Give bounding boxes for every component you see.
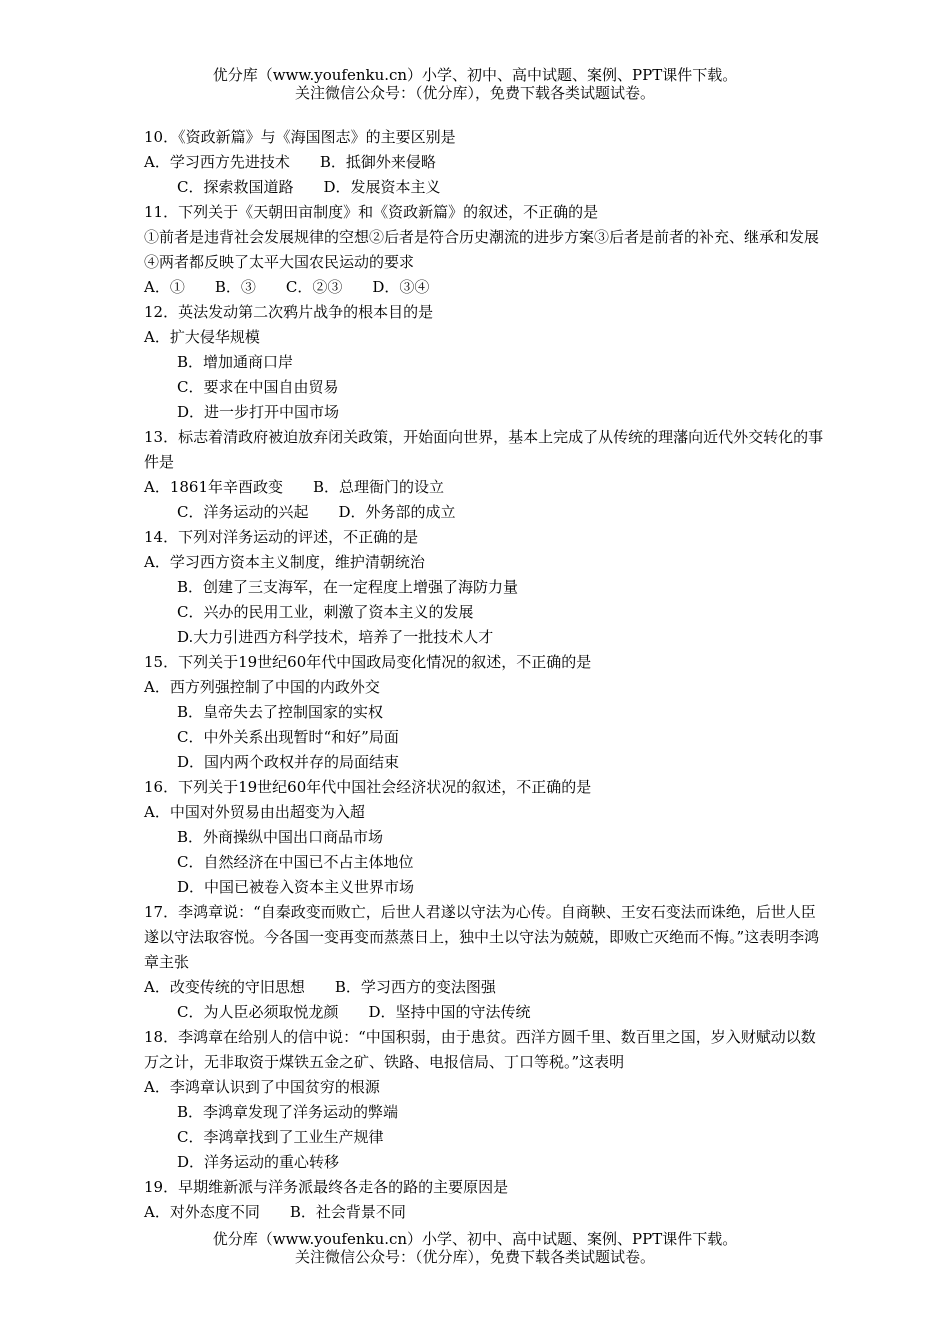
option-c: C．兴办的民用工业，刺激了资本主义的发展: [177, 603, 474, 621]
question-19: [144, 1175, 824, 1225]
question-12: [144, 300, 824, 425]
page-header: [0, 66, 950, 102]
option-a: A．学习西方资本主义制度，维护清朝统治: [144, 553, 425, 571]
options: A．① B．③ C．②③ D．③④: [144, 278, 430, 296]
option-b: B．创建了三支海军，在一定程度上增强了海防力量: [177, 578, 519, 596]
option-b: B．李鸿章发现了洋务运动的弊端: [177, 1103, 399, 1121]
option-c: C．李鸿章找到了工业生产规律: [177, 1128, 384, 1146]
options-ab: A．学习西方先进技术 B．抵御外来侵略: [144, 153, 436, 171]
option-a: A．西方列强控制了中国的内政外交: [144, 678, 380, 696]
option-c: C．要求在中国自由贸易: [177, 378, 339, 396]
option-c: C．自然经济在中国已不占主体地位: [177, 853, 414, 871]
options-cd: C．洋务运动的兴起 D．外务部的成立: [177, 503, 456, 521]
question-stem: 13．标志着清政府被迫放弃闭关政策，开始面向世界，基本上完成了从传统的理藩向近代外交转化的事件是: [144, 428, 824, 471]
option-a: A．中国对外贸易由出超变为入超: [144, 803, 365, 821]
option-d: D.大力引进西方科学技术，培养了一批技术人才: [177, 628, 494, 646]
header-line-2: 关注微信公众号：（优分库），免费下载各类试题试卷。: [294, 84, 655, 102]
question-stem: 15．下列关于19世纪60年代中国政局变化情况的叙述，不正确的是: [144, 653, 592, 671]
question-stem: 18．李鸿章在给别人的信中说：“中国积弱，由于患贫。西洋方圆千里、数百里之国，岁入财赋动以数万之计，无非取资于煤铁五金之矿、铁路、电报信局、丁口等税。”这表明: [144, 1028, 816, 1071]
question-stem: 16．下列关于19世纪60年代中国社会经济状况的叙述，不正确的是: [144, 778, 592, 796]
options-ab: A．改变传统的守旧思想 B．学习西方的变法图强: [144, 978, 496, 996]
question-17: [144, 900, 824, 1025]
question-stem: 19．早期维新派与洋务派最终各走各的路的主要原因是: [144, 1178, 509, 1196]
page-footer: [0, 1230, 950, 1266]
question-content: [144, 125, 824, 1225]
option-d: D．洋务运动的重心转移: [177, 1153, 340, 1171]
question-stem: 12．英法发动第二次鸦片战争的根本目的是: [144, 303, 434, 321]
option-b: B．皇帝失去了控制国家的实权: [177, 703, 384, 721]
options-ab: A．对外态度不同 B．社会背景不同: [144, 1203, 406, 1221]
header-line-1: 优分库（www.youfenku.cn）小学、初中、高中试题、案例、PPT课件下载。: [212, 66, 738, 84]
question-statements: ①前者是违背社会发展规律的空想②后者是符合历史潮流的进步方案③后者是前者的补充、继承和发展④两者都反映了太平大国农民运动的要求: [144, 228, 820, 271]
option-a: A．扩大侵华规模: [144, 328, 260, 346]
option-b: B．增加通商口岸: [177, 353, 294, 371]
question-stem: 17．李鸿章说：“自秦政变而败亡，后世人君遂以守法为心传。自商鞅、王安石变法而诛绝，后世人臣遂以守法取容悦。今各国一变再变而蒸蒸日上，独中土以守法为兢兢，即败亡灭绝而不悔。”这表明李鸿章主张: [144, 903, 820, 971]
options-cd: C．为人臣必须取悦龙颜 D．坚持中国的守法传统: [177, 1003, 531, 1021]
option-c: C．中外关系出现暂时“和好”局面: [177, 728, 399, 746]
question-16: [144, 775, 824, 900]
question-stem: 11．下列关于《天朝田亩制度》和《资政新篇》的叙述，不正确的是: [144, 203, 599, 221]
question-18: [144, 1025, 824, 1175]
question-11: [144, 200, 824, 300]
option-a: A．李鸿章认识到了中国贫穷的根源: [144, 1078, 380, 1096]
question-13: [144, 425, 824, 525]
question-15: [144, 650, 824, 775]
options-cd: C．探索救国道路 D．发展资本主义: [177, 178, 441, 196]
options-ab: A．1861年辛酉政变 B．总理衙门的设立: [144, 478, 445, 496]
option-b: B．外商操纵中国出口商品市场: [177, 828, 384, 846]
question-stem: 14．下列对洋务运动的评述，不正确的是: [144, 528, 419, 546]
footer-line-1: 优分库（www.youfenku.cn）小学、初中、高中试题、案例、PPT课件下载。: [212, 1230, 738, 1248]
option-d: D．中国已被卷入资本主义世界市场: [177, 878, 415, 896]
question-14: [144, 525, 824, 650]
option-d: D．国内两个政权并存的局面结束: [177, 753, 400, 771]
question-stem: 10．《资政新篇》与《海国图志》的主要区别是: [144, 128, 456, 146]
question-10: [144, 125, 824, 200]
footer-line-2: 关注微信公众号：（优分库），免费下载各类试题试卷。: [294, 1248, 655, 1266]
option-d: D．进一步打开中国市场: [177, 403, 340, 421]
